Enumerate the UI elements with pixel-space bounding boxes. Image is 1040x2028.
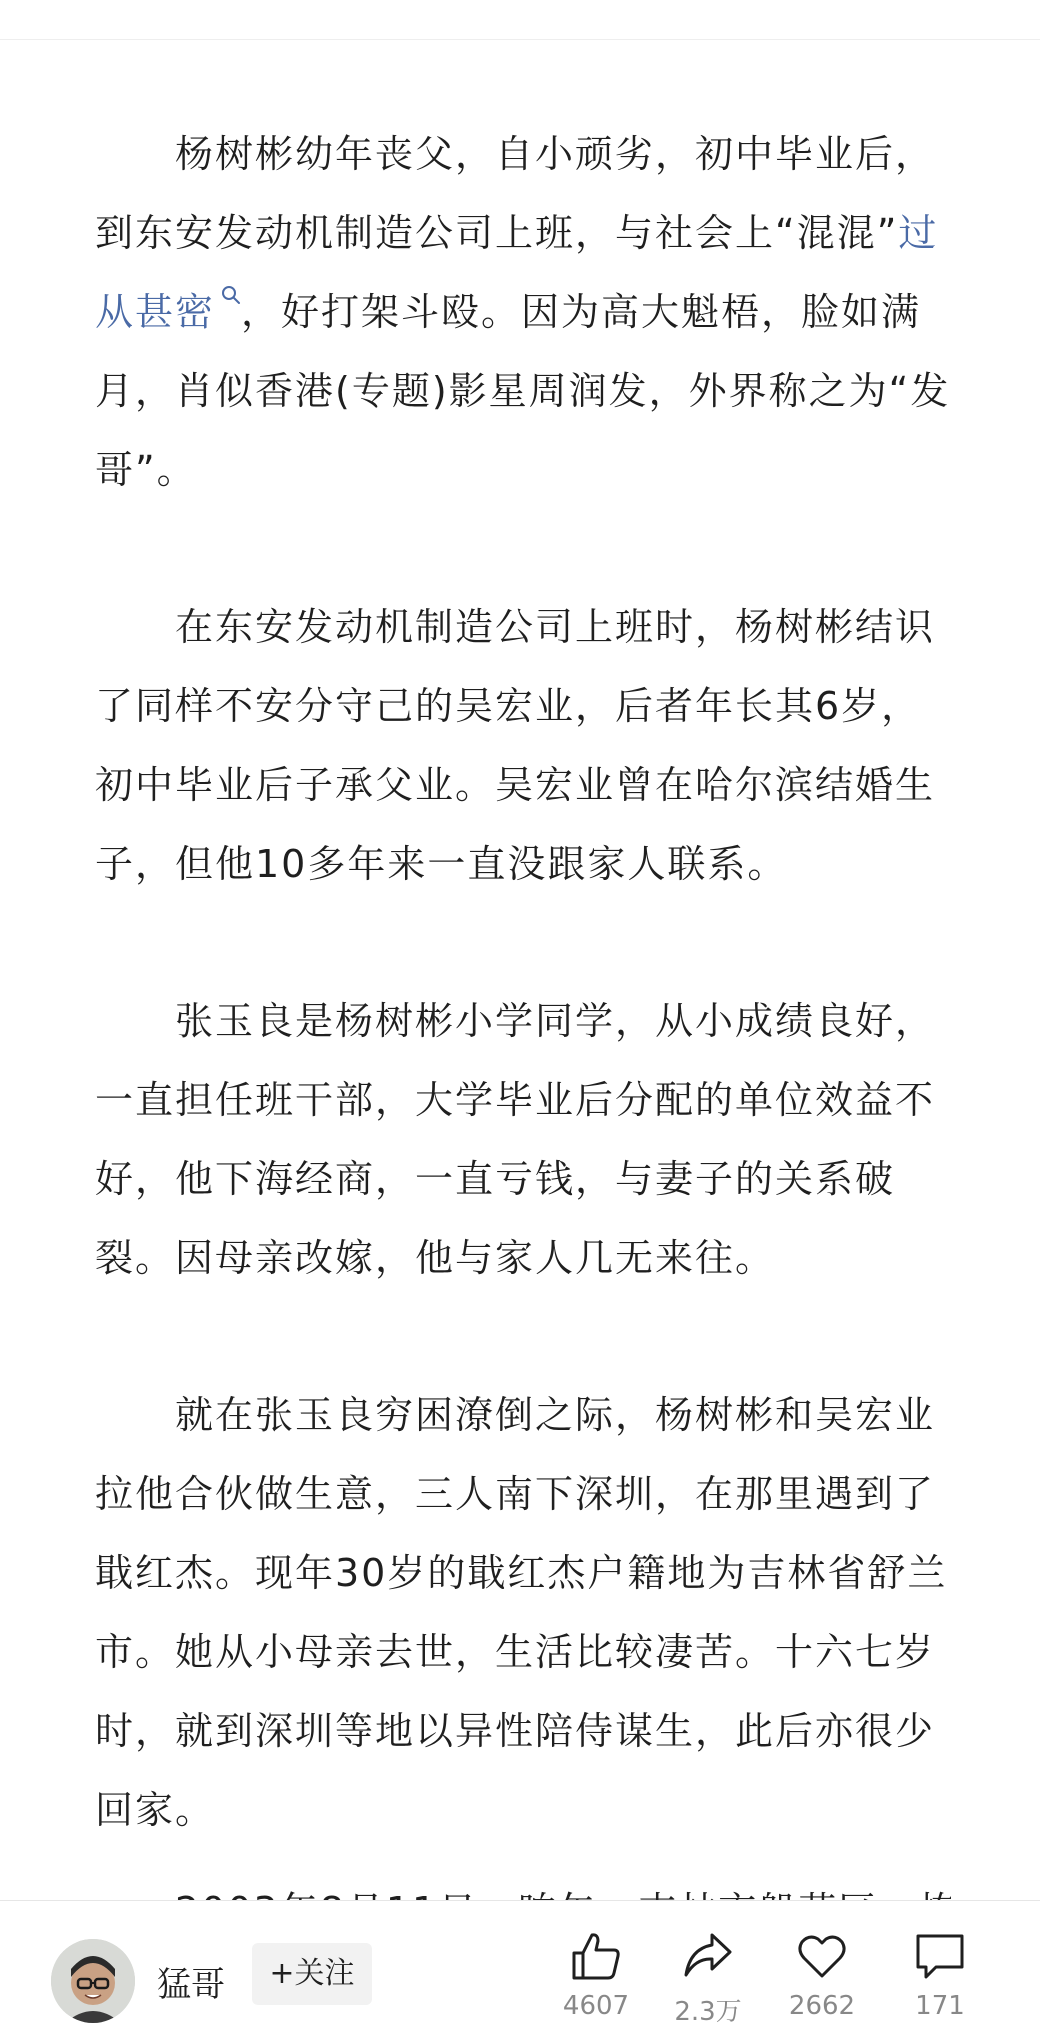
- favorite-count: 2662: [788, 1991, 856, 2021]
- article-paragraph-2: 在东安发动机制造公司上班时，杨树彬结识了同样不安分守己的吴宏业，后者年长其6岁，初中毕业后子承父业。吴宏业曾在哈尔滨结婚生子，但他10多年来一直没跟家人联系。: [95, 605, 936, 886]
- top-divider: [0, 39, 1040, 40]
- heart-icon[interactable]: [796, 1931, 848, 1981]
- comment-count: 171: [915, 1991, 965, 2021]
- article-body: [95, 115, 951, 1928]
- article-paragraph-3: 张玉良是杨树彬小学同学，从小成绩良好，一直担任班干部，大学毕业后分配的单位效益不好，他下海经商，一直亏钱，与妻子的关系破裂。因母亲改嫁，他与家人几无来往。: [95, 999, 936, 1280]
- share-count: 2.3万: [674, 1997, 742, 2027]
- comment-icon[interactable]: [914, 1931, 966, 1981]
- article-paragraph-4: 就在张玉良穷困潦倒之际，杨树彬和吴宏业拉他合伙做生意，三人南下深圳，在那里遇到了戢红杰。现年30岁的戢红杰户籍地为吉林省舒兰市。她从小母亲去世，生活比较凄苦。十六七岁时，就到深圳等地以异性陪侍谋生，此后亦很少回家。: [95, 1393, 948, 1832]
- like-button[interactable]: [556, 1931, 636, 2021]
- paragraph-text: ，好打架斗殴。因为高大魁梧，脸如满月，肖似香港(专题)影星周润发，外界称之为“发哥”。: [95, 290, 951, 492]
- bottom-action-bar: [0, 1900, 1040, 2027]
- thumbs-up-icon[interactable]: [570, 1931, 622, 1981]
- keyword-link-text[interactable]: 过从甚密: [95, 211, 939, 334]
- share-icon[interactable]: [682, 1931, 734, 1981]
- search-icon[interactable]: [221, 285, 241, 305]
- share-button[interactable]: [668, 1931, 748, 2028]
- like-count: 4607: [562, 1991, 630, 2021]
- author-name[interactable]: 猛哥: [157, 1965, 225, 2005]
- paragraph-text: 杨树彬幼年丧父，自小顽劣，初中毕业后，到东安发动机制造公司上班，与社会上“混混”: [95, 132, 936, 255]
- follow-button[interactable]: +关注: [252, 1943, 372, 2005]
- author-avatar[interactable]: [51, 1939, 135, 2023]
- avatar-portrait-icon: [51, 1939, 135, 2023]
- comment-button[interactable]: [900, 1931, 980, 2021]
- article-paragraph-1: [95, 115, 951, 510]
- favorite-button[interactable]: [782, 1931, 862, 2021]
